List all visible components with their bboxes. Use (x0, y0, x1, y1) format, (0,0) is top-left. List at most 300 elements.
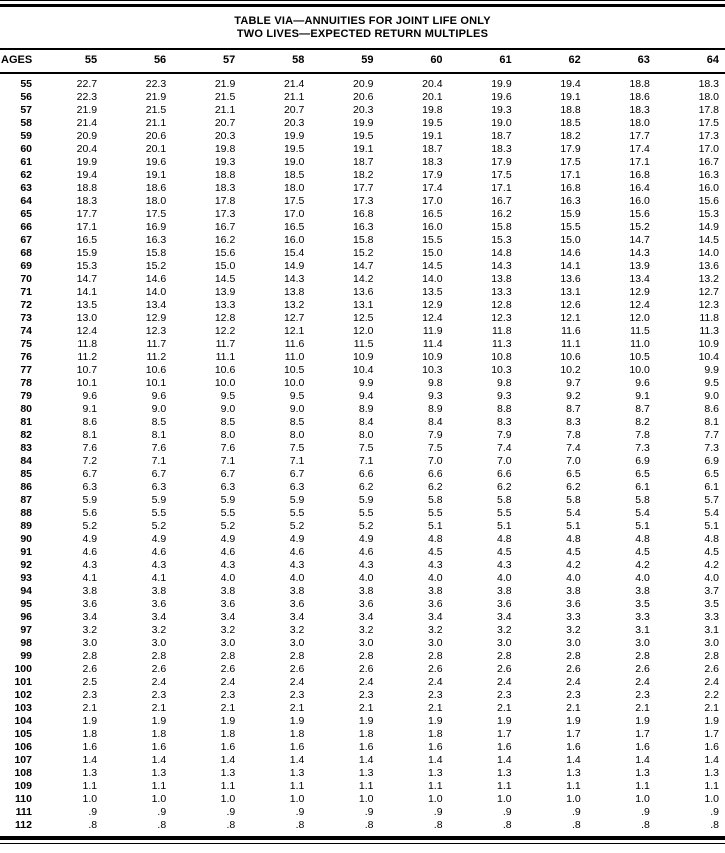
age-row-label: 77 (20, 364, 32, 376)
expected-return-multiple: 1.0 (566, 793, 581, 805)
age-row-label: 107 (14, 754, 32, 766)
expected-return-multiple: 1.4 (566, 754, 581, 766)
expected-return-multiple: 4.0 (289, 572, 305, 584)
expected-return-multiple: 20.1 (422, 91, 443, 103)
expected-return-multiple: 9.8 (427, 377, 443, 389)
expected-return-multiple: 7.5 (358, 442, 374, 454)
expected-return-multiple: 15.8 (145, 247, 167, 259)
expected-return-multiple: 9.3 (427, 390, 443, 402)
table-row (0, 598, 725, 611)
expected-return-multiple: 8.0 (358, 429, 374, 441)
age-row-label: 88 (20, 507, 32, 519)
expected-return-multiple: 11.3 (699, 325, 719, 337)
expected-return-multiple: 17.7 (76, 208, 98, 220)
expected-return-multiple: 5.2 (358, 520, 374, 532)
expected-return-multiple: 21.5 (145, 104, 167, 116)
expected-return-multiple: 2.8 (220, 650, 236, 662)
expected-return-multiple: 9.9 (704, 364, 719, 376)
table-row (0, 572, 725, 585)
expected-return-multiple: 17.9 (491, 156, 512, 168)
expected-return-multiple: 11.5 (353, 338, 374, 350)
expected-return-multiple: 4.2 (704, 559, 719, 571)
expected-return-multiple: 6.9 (635, 455, 650, 467)
age-row-label: 78 (20, 377, 32, 389)
expected-return-multiple: 1.1 (427, 780, 443, 792)
age-row-label: 95 (20, 598, 32, 610)
expected-return-multiple: 3.6 (82, 598, 98, 610)
age-row-label: 59 (20, 130, 32, 142)
expected-return-multiple: 19.6 (145, 156, 167, 168)
expected-return-multiple: 17.7 (629, 130, 650, 142)
expected-return-multiple: .9 (710, 806, 719, 818)
expected-return-multiple: 1.1 (497, 780, 512, 792)
expected-return-multiple: 2.4 (635, 676, 650, 688)
expected-return-multiple: 15.9 (76, 247, 98, 259)
table-row (0, 533, 725, 546)
expected-return-multiple: 7.2 (82, 455, 98, 467)
expected-return-multiple: 4.5 (635, 546, 650, 558)
expected-return-multiple: 18.8 (76, 182, 98, 194)
expected-return-multiple: 3.4 (289, 611, 305, 623)
expected-return-multiple: 2.4 (704, 676, 719, 688)
expected-return-multiple: 1.4 (497, 754, 512, 766)
expected-return-multiple: 3.1 (704, 624, 719, 636)
expected-return-multiple: 3.8 (566, 585, 581, 597)
expected-return-multiple: 4.3 (289, 559, 305, 571)
expected-return-multiple: 3.0 (427, 637, 443, 649)
expected-return-multiple: 5.5 (151, 507, 167, 519)
expected-return-multiple: 21.9 (76, 104, 98, 116)
table-row (0, 73, 725, 91)
age-column-header-64: 64 (656, 50, 725, 73)
expected-return-multiple: 14.6 (145, 273, 167, 285)
expected-return-multiple: 1.1 (289, 780, 305, 792)
expected-return-multiple: 1.1 (566, 780, 581, 792)
expected-return-multiple: 2.6 (358, 663, 374, 675)
expected-return-multiple: 1.3 (82, 767, 98, 779)
expected-return-multiple: 11.7 (215, 338, 236, 350)
expected-return-multiple: 17.0 (698, 143, 719, 155)
table-row (0, 507, 725, 520)
expected-return-multiple: 1.1 (220, 780, 236, 792)
expected-return-multiple: 19.3 (214, 156, 236, 168)
expected-return-multiple: 3.2 (289, 624, 305, 636)
age-row-label: 85 (20, 468, 32, 480)
expected-return-multiple: 6.9 (704, 455, 719, 467)
expected-return-multiple: 20.7 (214, 117, 236, 129)
expected-return-multiple: 1.7 (704, 728, 719, 740)
expected-return-multiple: 9.6 (82, 390, 98, 402)
expected-return-multiple: .8 (641, 819, 650, 831)
expected-return-multiple: 19.9 (491, 78, 512, 90)
age-row-label: 70 (20, 273, 32, 285)
expected-return-multiple: 21.1 (283, 91, 305, 103)
expected-return-multiple: 7.5 (427, 442, 443, 454)
expected-return-multiple: 15.2 (629, 221, 650, 233)
expected-return-multiple: 10.9 (422, 351, 443, 363)
expected-return-multiple: 4.0 (497, 572, 512, 584)
expected-return-multiple: 5.4 (704, 507, 719, 519)
expected-return-multiple: 1.4 (427, 754, 443, 766)
age-row-label: 58 (20, 117, 32, 129)
expected-return-multiple: 4.3 (427, 559, 443, 571)
expected-return-multiple: 6.5 (704, 468, 719, 480)
expected-return-multiple: .8 (433, 819, 443, 831)
expected-return-multiple: 10.6 (145, 364, 167, 376)
age-row-label: 98 (20, 637, 32, 649)
expected-return-multiple: 5.2 (151, 520, 167, 532)
expected-return-multiple: 5.8 (566, 494, 581, 506)
expected-return-multiple: 3.8 (427, 585, 443, 597)
table-row (0, 468, 725, 481)
expected-return-multiple: 7.8 (566, 429, 581, 441)
table-row (0, 286, 725, 299)
expected-return-multiple: 2.4 (566, 676, 581, 688)
expected-return-multiple: 2.6 (497, 663, 512, 675)
expected-return-multiple: 9.0 (220, 403, 236, 415)
expected-return-multiple: 3.6 (358, 598, 374, 610)
expected-return-multiple: 12.8 (491, 299, 512, 311)
expected-return-multiple: 3.5 (704, 598, 719, 610)
expected-return-multiple: 2.4 (497, 676, 512, 688)
expected-return-multiple: 8.1 (151, 429, 167, 441)
age-column-header-62: 62 (518, 50, 587, 73)
expected-return-multiple: 16.4 (629, 182, 650, 194)
expected-return-multiple: 18.3 (422, 156, 443, 168)
expected-return-multiple: 6.6 (497, 468, 512, 480)
expected-return-multiple: 19.1 (422, 130, 443, 142)
expected-return-multiple: 1.3 (566, 767, 581, 779)
expected-return-multiple: 8.6 (82, 416, 98, 428)
expected-return-multiple: 1.9 (151, 715, 167, 727)
table-row (0, 637, 725, 650)
expected-return-multiple: 5.1 (704, 520, 719, 532)
expected-return-multiple: 5.2 (82, 520, 98, 532)
expected-return-multiple: 18.5 (560, 117, 581, 129)
expected-return-multiple: 10.7 (76, 364, 98, 376)
expected-return-multiple: 3.4 (358, 611, 374, 623)
expected-return-multiple: 7.1 (358, 455, 374, 467)
expected-return-multiple: 16.0 (698, 182, 719, 194)
age-row-label: 63 (20, 182, 32, 194)
expected-return-multiple: 14.5 (698, 234, 719, 246)
expected-return-multiple: 8.1 (82, 429, 98, 441)
expected-return-multiple: 11.2 (146, 351, 167, 363)
expected-return-multiple: 13.3 (491, 286, 512, 298)
expected-return-multiple: 14.0 (422, 273, 443, 285)
expected-return-multiple: 2.3 (635, 689, 650, 701)
expected-return-multiple: 1.3 (289, 767, 305, 779)
expected-return-multiple: 2.3 (82, 689, 98, 701)
expected-return-multiple: 8.0 (289, 429, 305, 441)
age-row-label: 96 (20, 611, 32, 623)
top-thin-rule (0, 0, 725, 1)
expected-return-multiple: 16.0 (422, 221, 443, 233)
expected-return-multiple: 9.5 (289, 390, 305, 402)
age-row-label: 109 (14, 780, 32, 792)
expected-return-multiple: 17.3 (353, 195, 374, 207)
expected-return-multiple: 6.1 (704, 481, 719, 493)
expected-return-multiple: 3.0 (289, 637, 305, 649)
table-row (0, 104, 725, 117)
expected-return-multiple: 16.3 (353, 221, 374, 233)
expected-return-multiple: 13.9 (214, 286, 236, 298)
age-row-label: 79 (20, 390, 32, 402)
expected-return-multiple: 1.6 (427, 741, 443, 753)
bottom-thin-rule (0, 843, 725, 844)
expected-return-multiple: 1.0 (220, 793, 236, 805)
expected-return-multiple: 11.1 (561, 338, 581, 350)
age-row-label: 99 (20, 650, 32, 662)
expected-return-multiple: 17.5 (283, 195, 305, 207)
table-row (0, 741, 725, 754)
expected-return-multiple: 12.2 (214, 325, 236, 337)
expected-return-multiple: 6.6 (427, 468, 443, 480)
age-row-label: 64 (20, 195, 32, 207)
expected-return-multiple: 14.7 (353, 260, 374, 272)
expected-return-multiple: 1.3 (635, 767, 650, 779)
expected-return-multiple: 18.7 (353, 156, 374, 168)
expected-return-multiple: 1.9 (82, 715, 98, 727)
expected-return-multiple: 8.0 (220, 429, 236, 441)
expected-return-multiple: 10.3 (491, 364, 512, 376)
age-row-label: 68 (20, 247, 32, 259)
expected-return-multiple: 4.0 (635, 572, 650, 584)
expected-return-multiple: 5.2 (220, 520, 236, 532)
expected-return-multiple: 16.5 (76, 234, 98, 246)
expected-return-multiple: 18.5 (283, 169, 305, 181)
expected-return-multiple: 2.3 (358, 689, 374, 701)
expected-return-multiple: 2.3 (151, 689, 167, 701)
expected-return-multiple: 18.8 (629, 78, 650, 90)
expected-return-multiple: 1.6 (220, 741, 236, 753)
expected-return-multiple: 2.4 (220, 676, 236, 688)
expected-return-multiple: 7.1 (289, 455, 305, 467)
age-row-label: 71 (20, 286, 32, 298)
expected-return-multiple: 10.0 (283, 377, 305, 389)
expected-return-multiple: 16.5 (422, 208, 443, 220)
expected-return-multiple: 19.0 (283, 156, 305, 168)
expected-return-multiple: 19.4 (76, 169, 98, 181)
expected-return-multiple: 3.8 (497, 585, 512, 597)
age-row-label: 75 (20, 338, 32, 350)
table-row (0, 676, 725, 689)
expected-return-multiple: 6.2 (497, 481, 512, 493)
expected-return-multiple: 16.2 (491, 208, 512, 220)
expected-return-multiple: 11.4 (422, 338, 443, 350)
expected-return-multiple: 9.1 (635, 390, 650, 402)
expected-return-multiple: 15.2 (145, 260, 167, 272)
expected-return-multiple: 17.9 (560, 143, 581, 155)
expected-return-multiple: 6.1 (635, 481, 650, 493)
expected-return-multiple: .8 (226, 819, 236, 831)
age-row-label: 105 (14, 728, 32, 740)
expected-return-multiple: 2.3 (220, 689, 236, 701)
expected-return-multiple: 12.4 (422, 312, 443, 324)
expected-return-multiple: 12.1 (283, 325, 305, 337)
expected-return-multiple: 4.5 (704, 546, 719, 558)
expected-return-multiple: 13.9 (629, 260, 650, 272)
expected-return-multiple: 7.4 (566, 442, 581, 454)
expected-return-multiple: 11.0 (630, 338, 650, 350)
expected-return-multiple: 1.4 (635, 754, 650, 766)
expected-return-multiple: 4.8 (704, 533, 719, 545)
table-row (0, 455, 725, 468)
table-row (0, 260, 725, 273)
age-row-label: 92 (20, 559, 32, 571)
expected-return-multiple: .9 (364, 806, 374, 818)
expected-return-multiple: 15.0 (422, 247, 443, 259)
table-row (0, 650, 725, 663)
expected-return-multiple: 7.4 (497, 442, 512, 454)
expected-return-multiple: 2.8 (704, 650, 719, 662)
expected-return-multiple: 13.6 (698, 260, 719, 272)
table-row (0, 195, 725, 208)
expected-return-multiple: 13.4 (145, 299, 167, 311)
expected-return-multiple: 8.9 (427, 403, 443, 415)
expected-return-multiple: 3.3 (704, 611, 719, 623)
table-title-line2: TWO LIVES—EXPECTED RETURN MULTIPLES (236, 28, 489, 40)
expected-return-multiple: 1.0 (82, 793, 98, 805)
expected-return-multiple: .8 (157, 819, 167, 831)
expected-return-multiple: 3.7 (704, 585, 719, 597)
expected-return-multiple: 16.3 (145, 234, 167, 246)
expected-return-multiple: 17.1 (76, 221, 98, 233)
expected-return-multiple: 19.5 (422, 117, 443, 129)
expected-return-multiple: 5.5 (289, 507, 305, 519)
expected-return-multiple: 4.5 (497, 546, 512, 558)
table-row (0, 117, 725, 130)
table-row (0, 338, 725, 351)
expected-return-multiple: 5.8 (635, 494, 650, 506)
age-row-label: 60 (20, 143, 32, 155)
expected-return-multiple: 4.3 (151, 559, 167, 571)
expected-return-multiple: 1.9 (497, 715, 512, 727)
expected-return-multiple: 10.5 (283, 364, 305, 376)
expected-return-multiple: 20.3 (214, 130, 236, 142)
expected-return-multiple: 6.2 (358, 481, 374, 493)
expected-return-multiple: 11.0 (284, 351, 305, 363)
expected-return-multiple: 5.4 (635, 507, 650, 519)
expected-return-multiple: 14.0 (145, 286, 167, 298)
expected-return-multiple: 3.1 (635, 624, 650, 636)
expected-return-multiple: 1.4 (151, 754, 167, 766)
expected-return-multiple: 19.5 (283, 143, 305, 155)
expected-return-multiple: 3.0 (220, 637, 236, 649)
expected-return-multiple: 3.6 (497, 598, 512, 610)
expected-return-multiple: 9.7 (566, 377, 581, 389)
expected-return-multiple: 10.3 (422, 364, 443, 376)
expected-return-multiple: 12.9 (629, 286, 650, 298)
expected-return-multiple: 5.8 (497, 494, 512, 506)
expected-return-multiple: .8 (295, 819, 305, 831)
expected-return-multiple: 1.6 (82, 741, 98, 753)
expected-return-multiple: 18.8 (214, 169, 236, 181)
age-row-label: 106 (14, 741, 32, 753)
expected-return-multiple: 17.1 (629, 156, 650, 168)
expected-return-multiple: 16.8 (560, 182, 581, 194)
expected-return-multiple: 14.1 (560, 260, 581, 272)
expected-return-multiple: 4.9 (289, 533, 305, 545)
expected-return-multiple: .9 (226, 806, 236, 818)
age-column-header-59: 59 (310, 50, 379, 73)
expected-return-multiple: 16.3 (698, 169, 719, 181)
expected-return-multiple: 15.5 (560, 221, 581, 233)
expected-return-multiple: 3.8 (358, 585, 374, 597)
expected-return-multiple: 1.6 (704, 741, 719, 753)
expected-return-multiple: 3.8 (289, 585, 305, 597)
table-row (0, 481, 725, 494)
table-row (0, 702, 725, 715)
expected-return-multiple: 18.2 (353, 169, 374, 181)
table-row (0, 91, 725, 104)
expected-return-multiple: 16.2 (214, 234, 236, 246)
expected-return-multiple: 6.5 (635, 468, 650, 480)
expected-return-multiple: 20.7 (283, 104, 305, 116)
expected-return-multiple: 17.7 (353, 182, 374, 194)
expected-return-multiple: 19.8 (422, 104, 443, 116)
expected-return-multiple: 2.2 (704, 689, 719, 701)
expected-return-multiple: .9 (641, 806, 650, 818)
table-row (0, 442, 725, 455)
expected-return-multiple: 10.9 (353, 351, 374, 363)
expected-return-multiple: 8.6 (704, 403, 719, 415)
table-row (0, 390, 725, 403)
expected-return-multiple: 21.9 (145, 91, 167, 103)
expected-return-multiple: 16.8 (629, 169, 650, 181)
table-row (0, 585, 725, 598)
expected-return-multiple: 1.0 (151, 793, 167, 805)
age-column-header-56: 56 (103, 50, 172, 73)
expected-return-multiple: 19.8 (214, 143, 236, 155)
expected-return-multiple: 4.8 (566, 533, 581, 545)
expected-return-multiple: 17.0 (422, 195, 443, 207)
expected-return-multiple: 3.0 (151, 637, 167, 649)
expected-return-multiple: .9 (502, 806, 512, 818)
expected-return-multiple: 15.3 (76, 260, 98, 272)
age-row-label: 112 (15, 819, 32, 831)
age-row-label: 102 (14, 689, 32, 701)
expected-return-multiple: 1.4 (220, 754, 236, 766)
expected-return-multiple: 2.4 (358, 676, 374, 688)
expected-return-multiple: 8.9 (358, 403, 374, 415)
age-row-label: 81 (20, 416, 32, 428)
age-column-header-61: 61 (449, 50, 518, 73)
expected-return-multiple: 1.9 (566, 715, 581, 727)
table-row (0, 624, 725, 637)
expected-return-multiple: 4.0 (704, 572, 719, 584)
expected-return-multiple: 13.5 (422, 286, 443, 298)
expected-return-multiple: 3.4 (427, 611, 443, 623)
expected-return-multiple: 3.2 (566, 624, 581, 636)
expected-return-multiple: 17.1 (491, 182, 512, 194)
expected-return-multiple: 13.8 (491, 273, 512, 285)
expected-return-multiple: 7.8 (635, 429, 650, 441)
expected-return-multiple: 13.8 (283, 286, 305, 298)
expected-return-multiple: 5.9 (82, 494, 98, 506)
expected-return-multiple: 12.3 (145, 325, 167, 337)
expected-return-multiple: 4.0 (358, 572, 374, 584)
expected-return-multiple: 1.8 (427, 728, 443, 740)
table-row (0, 806, 725, 819)
expected-return-multiple: 1.4 (358, 754, 374, 766)
expected-return-multiple: 2.3 (566, 689, 581, 701)
expected-return-multiple: 9.5 (220, 390, 236, 402)
expected-return-multiple: 12.6 (560, 299, 581, 311)
expected-return-multiple: 2.8 (635, 650, 650, 662)
table-row (0, 403, 725, 416)
expected-return-multiple: 2.8 (289, 650, 305, 662)
